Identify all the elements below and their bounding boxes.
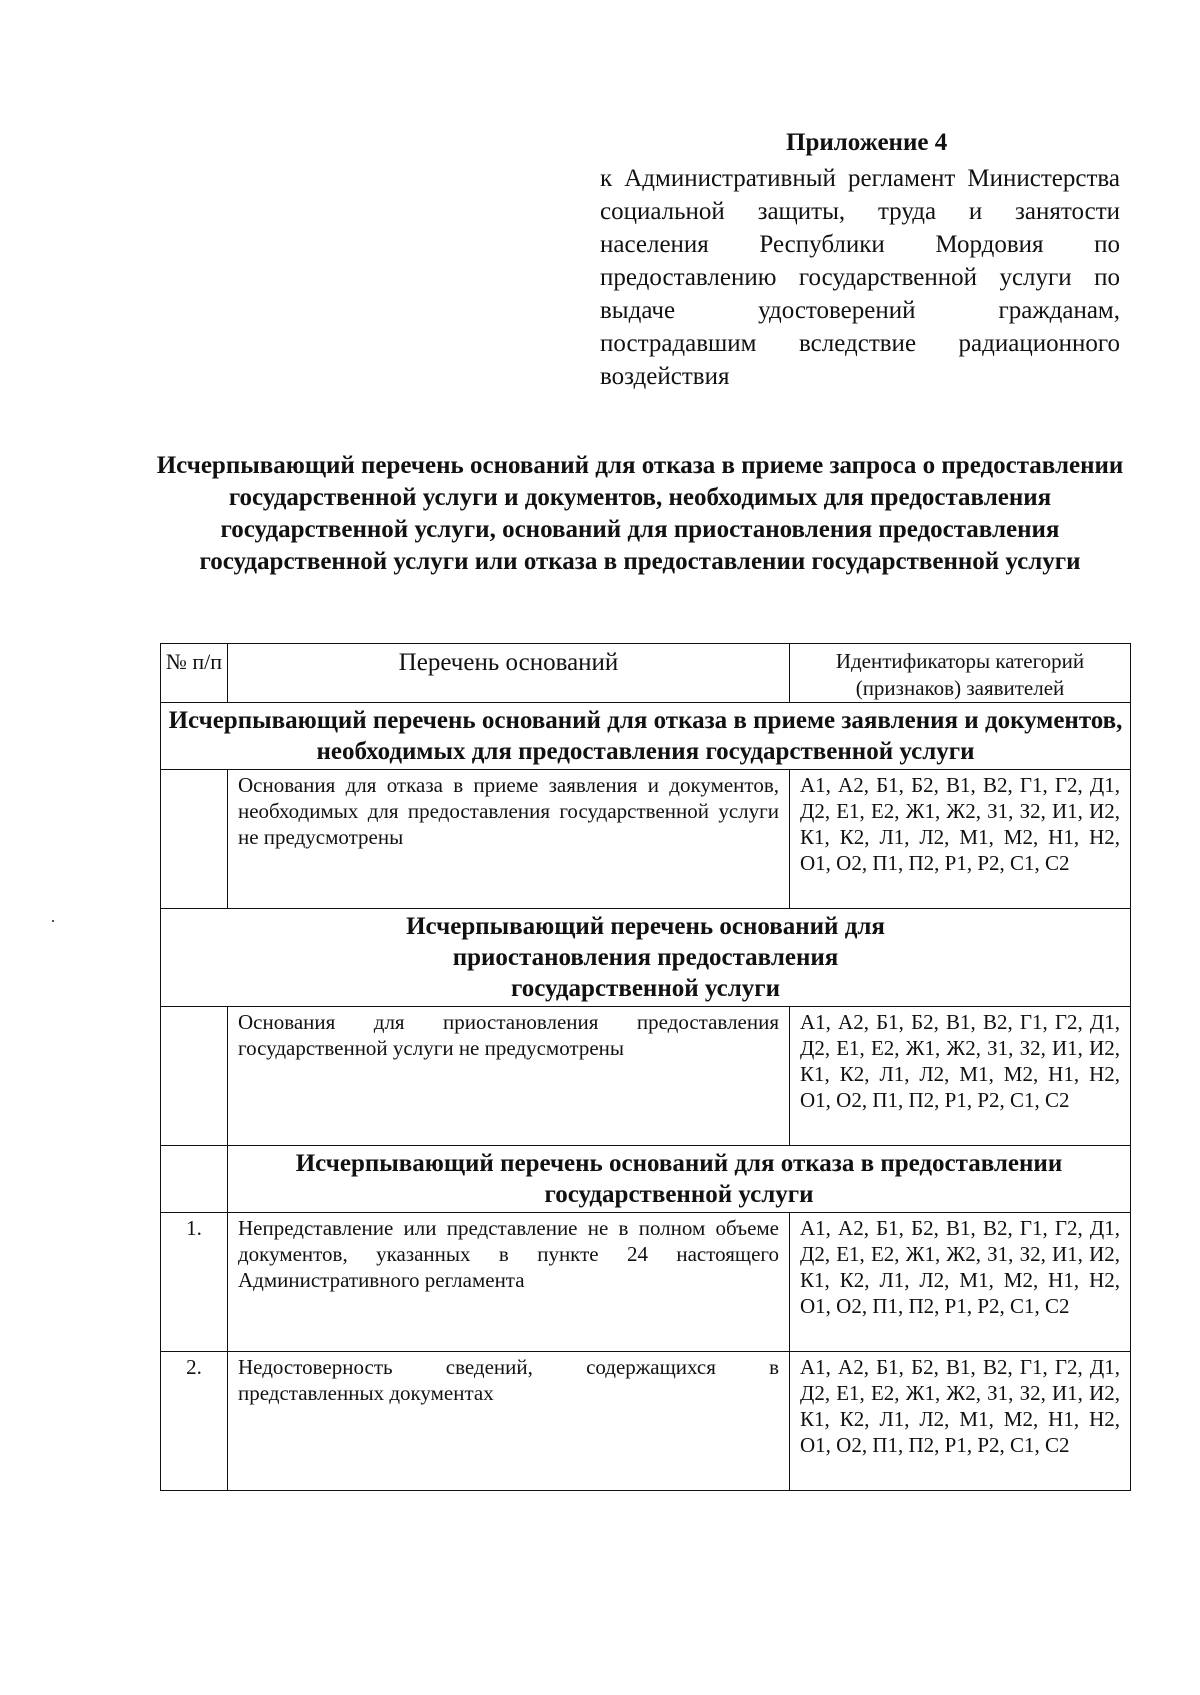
row-number: 1. [161, 1213, 228, 1352]
section-heading-row [161, 703, 1131, 770]
document-title: Исчерпывающий перечень оснований для отказа в приеме запроса о предоставлении государственной услуги и документов, необходимых для предоставления государственной услуги, оснований для приостановления предоставления государственной услуги или отказа в предоставлении государственной услуги [156, 452, 1124, 575]
table-row [161, 1352, 1131, 1491]
section-heading-row [161, 1146, 1131, 1213]
table-row [161, 1007, 1131, 1146]
row-ground-text: Основания для приостановления предоставления государственной услуги не предусмотрены [228, 1007, 790, 1146]
appendix-title: Приложение 4 [786, 129, 948, 156]
row-number [161, 1007, 228, 1146]
row-ground-text: Недостоверность сведений, содержащихся в представленных документах [228, 1352, 790, 1491]
table-row [161, 1213, 1131, 1352]
table-header-row [161, 644, 1131, 703]
section-heading-row [161, 909, 1131, 1007]
section-heading-text: Исчерпывающий перечень оснований для приостановления предоставления государственной услуги [406, 913, 885, 1002]
section-empty-number [161, 1146, 228, 1213]
section-heading: Исчерпывающий перечень оснований для отказа в предоставлении государственной услуги [228, 1146, 1131, 1213]
section-heading: Исчерпывающий перечень оснований для отказа в приеме заявления и документов, необходимых для предоставления государственной услуги [161, 703, 1131, 770]
scan-speck [52, 920, 54, 922]
appendix-text: к Административный регламент Министерства социальной защиты, труда и занятости населения Республики Мордовия по предоставлению государственной услуги по выдаче удостоверений гражданам, пострадавшим вследствие радиационного воздействия [600, 165, 1120, 390]
row-applicant-ids: А1, А2, Б1, Б2, В1, В2, Г1, Г2, Д1, Д2, Е1, Е2, Ж1, Ж2, З1, З2, И1, И2, К1, К2, Л1, Л2, М1, М2, Н1, Н2, О1, О2, П1, П2, Р1, Р2, С1, С2 [790, 1352, 1131, 1491]
header-applicant-ids: Идентификаторы категорий (признаков) заявителей [790, 644, 1131, 703]
table-row [161, 770, 1131, 909]
row-applicant-ids: А1, А2, Б1, Б2, В1, В2, Г1, Г2, Д1, Д2, Е1, Е2, Ж1, Ж2, З1, З2, И1, И2, К1, К2, Л1, Л2, М1, М2, Н1, Н2, О1, О2, П1, П2, Р1, Р2, С1, С2 [790, 1007, 1131, 1146]
row-number: 2. [161, 1352, 228, 1491]
header-grounds-list: Перечень оснований [228, 644, 790, 703]
row-applicant-ids: А1, А2, Б1, Б2, В1, В2, Г1, Г2, Д1, Д2, Е1, Е2, Ж1, Ж2, З1, З2, И1, И2, К1, К2, Л1, Л2, М1, М2, Н1, Н2, О1, О2, П1, П2, Р1, Р2, С1, С2 [790, 770, 1131, 909]
row-ground-text: Основания для отказа в приеме заявления и документов, необходимых для предоставления государственной услуги не предусмотрены [228, 770, 790, 909]
header-number: № п/п [161, 644, 228, 703]
section-heading [161, 909, 1131, 1007]
grounds-table [160, 643, 1131, 1491]
row-number [161, 770, 228, 909]
row-ground-text: Непредставление или представление не в полном объеме документов, указанных в пункте 24 настоящего Административного регламента [228, 1213, 790, 1352]
appendix-block [600, 128, 1120, 393]
row-applicant-ids: А1, А2, Б1, Б2, В1, В2, Г1, Г2, Д1, Д2, Е1, Е2, Ж1, Ж2, З1, З2, И1, И2, К1, К2, Л1, Л2, М1, М2, Н1, Н2, О1, О2, П1, П2, Р1, Р2, С1, С2 [790, 1213, 1131, 1352]
